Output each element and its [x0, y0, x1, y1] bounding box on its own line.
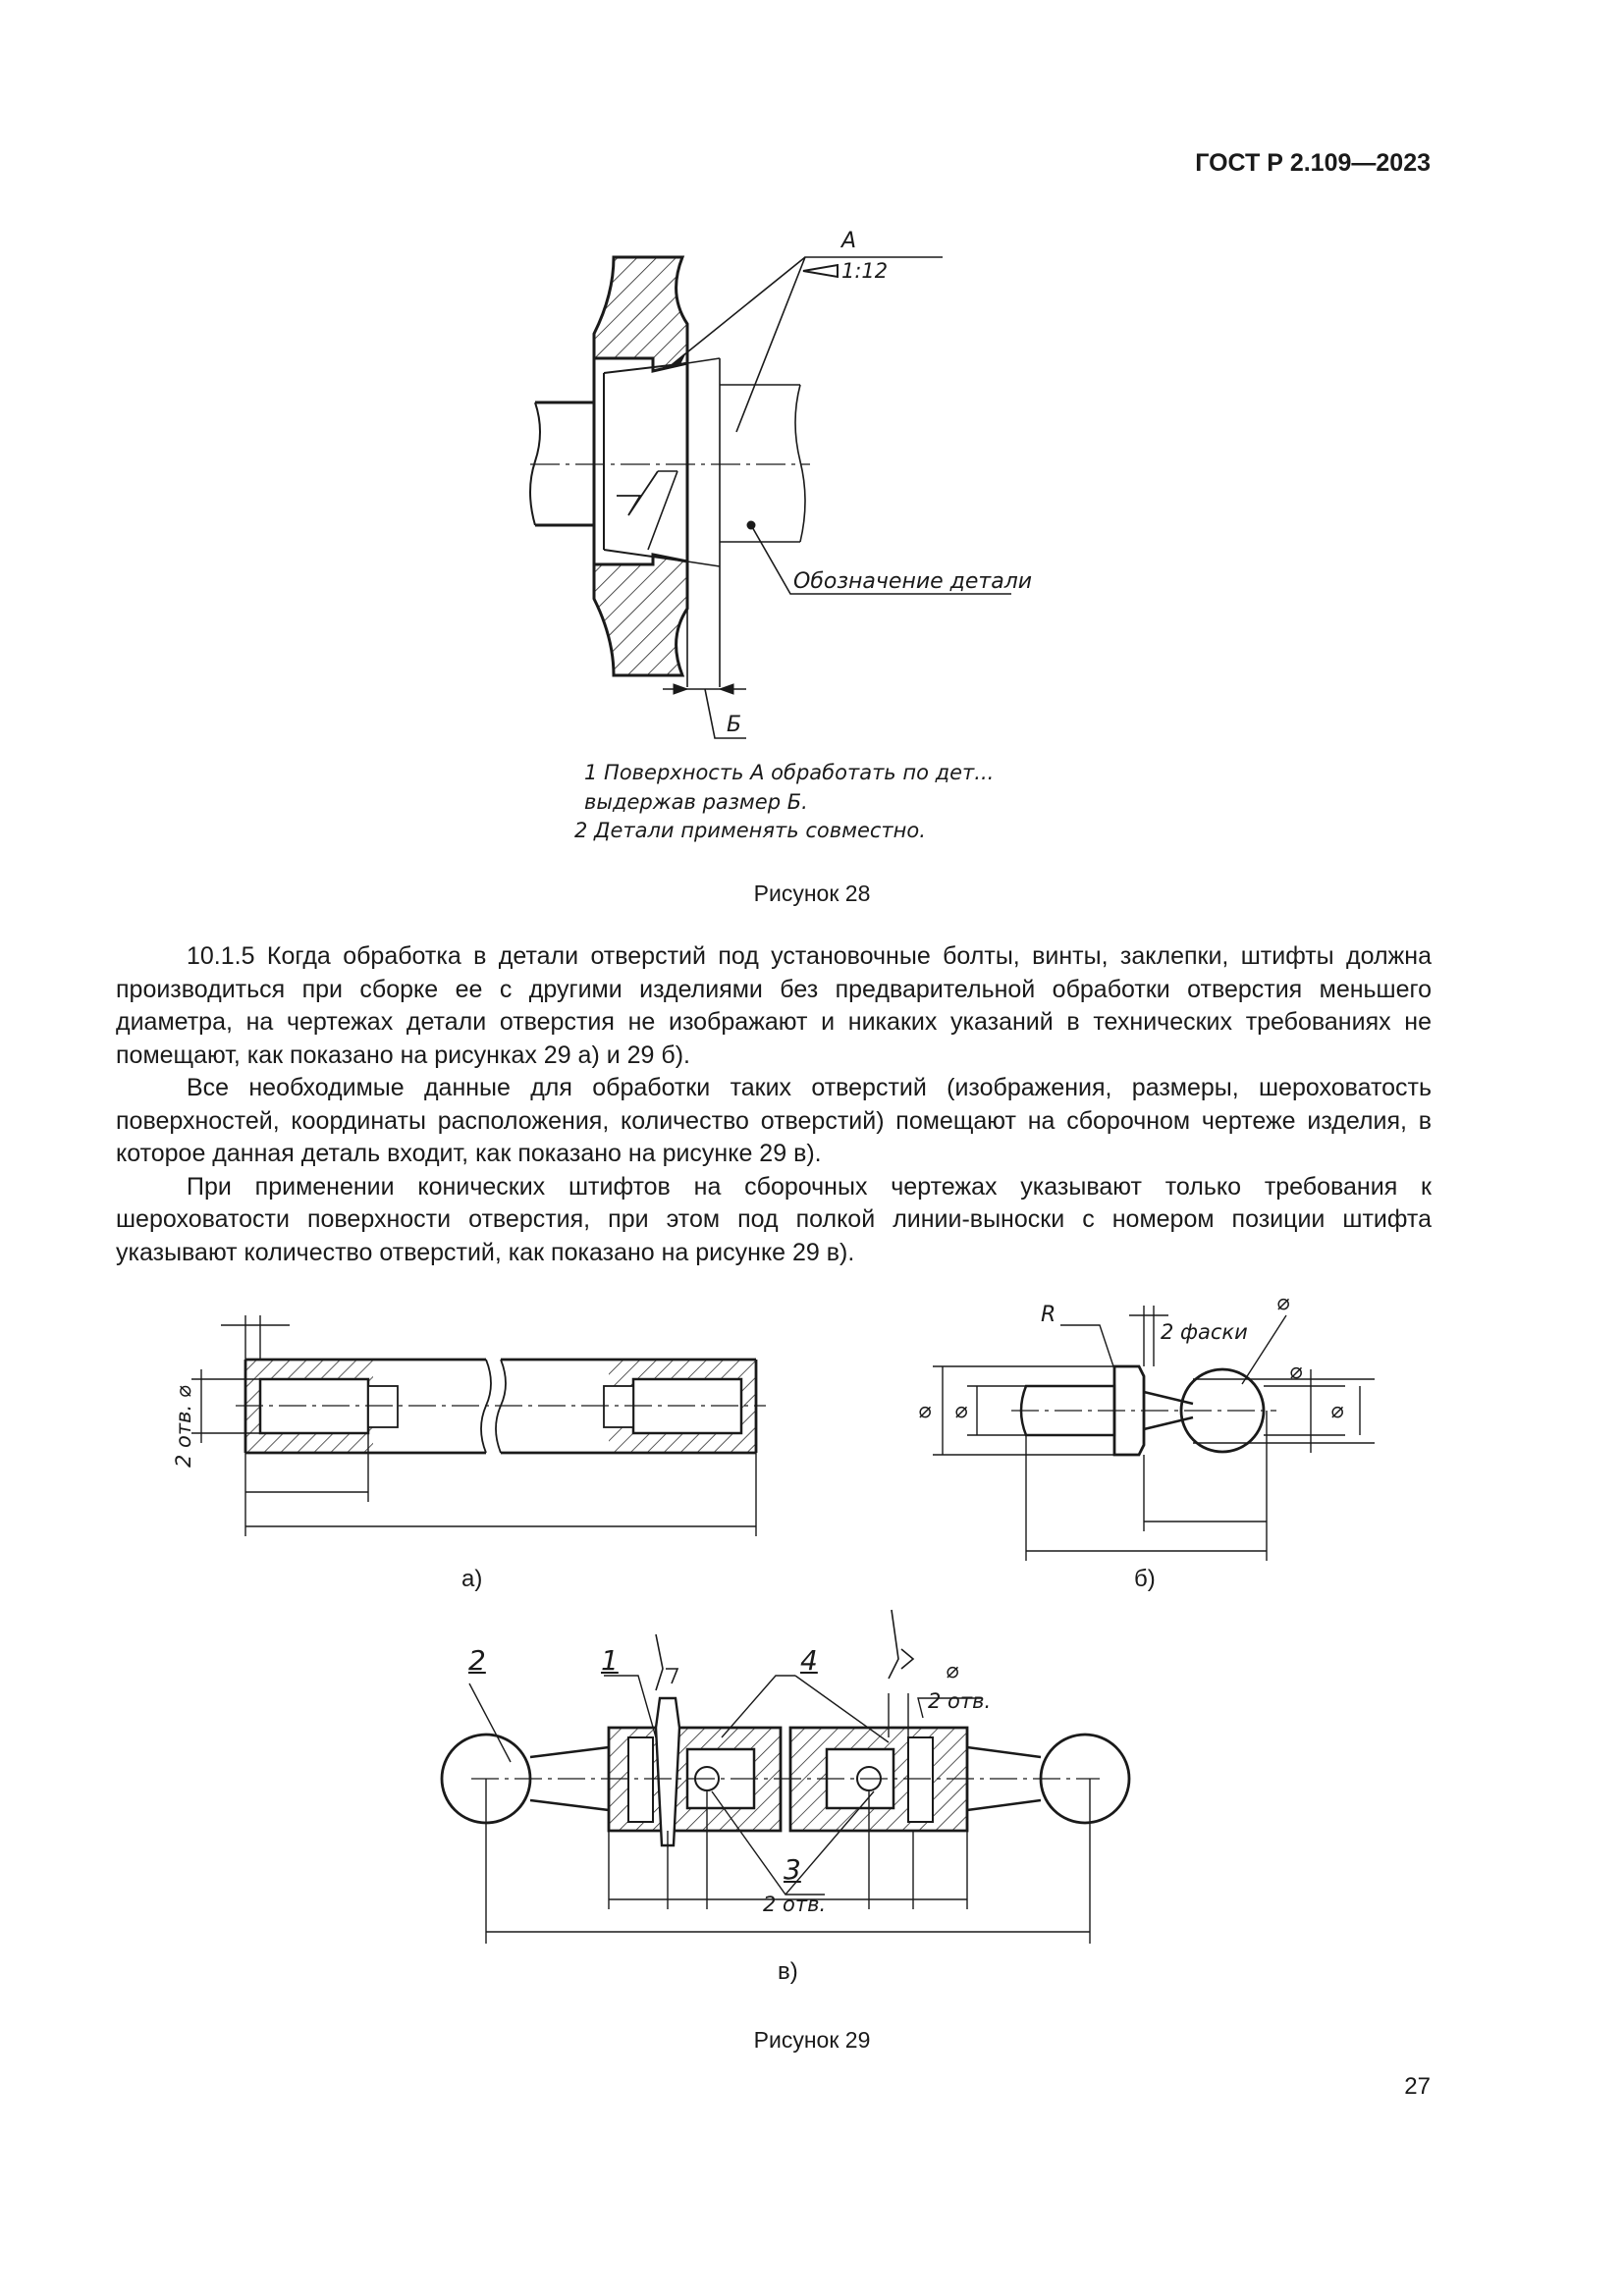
- fig29c-pos-1: 1: [601, 1644, 619, 1677]
- page-number: 27: [1404, 2073, 1431, 2100]
- note-2: 2 Детали применять совместно.: [574, 819, 926, 842]
- fig29b-sublabel: б): [1134, 1566, 1156, 1592]
- fig29c-holes-top: 2 отв.: [928, 1689, 992, 1713]
- fig29b-dia-ball: ⌀: [1289, 1360, 1303, 1384]
- fig29c-holes-bottom: 2 отв.: [763, 1893, 827, 1916]
- fig29c-sublabel: в): [778, 1958, 798, 1985]
- fig29c-pos-2: 2: [468, 1644, 486, 1677]
- note-1-cont: выдержав размер Б.: [584, 790, 808, 814]
- fig29b-dia-left: ⌀: [918, 1399, 932, 1423]
- fig29b-pin: [933, 1306, 1375, 1561]
- fig29b-dia-inner: ⌀: [954, 1399, 968, 1423]
- taper-label: 1:12: [841, 259, 889, 283]
- standard-header: ГОСТ Р 2.109—2023: [1195, 149, 1431, 177]
- fig29b-dia-neck: ⌀: [1330, 1399, 1344, 1423]
- fig29c-pos-4: 4: [800, 1644, 818, 1677]
- fig29a-tube: [191, 1315, 766, 1536]
- paragraph-2: Все необходимые данные для обработки таких отверстий (изображения, размеры, шероховатость поверхностей, координаты расположения, количество отверстий) помещают на сборочном чертеже изделия, в которое данная деталь входит, как показано на рисунке 29 в).: [116, 1074, 1432, 1167]
- designation-label: Обозначение детали: [793, 569, 1033, 594]
- fig29b-dia-top: ⌀: [1276, 1291, 1290, 1315]
- note-1: 1 Поверхность А обработать по дет...: [584, 761, 995, 784]
- fig29c-pos-3: 3: [784, 1853, 801, 1886]
- figure-28-caption: Рисунок 28: [753, 881, 871, 906]
- fig29a-sublabel: а): [461, 1566, 483, 1592]
- label-a: А: [841, 229, 857, 253]
- fig29a-dim-label: 2 отв. ⌀: [172, 1385, 195, 1468]
- figure-29-caption: Рисунок 29: [753, 2027, 871, 2053]
- label-b: Б: [727, 713, 742, 737]
- paragraph-10-1-5: 10.1.5 Когда обработка в детали отверстий под установочные болты, винты, заклепки, штифты должна производиться при сборке ее с другими изделиями без предварительной обработки отверстия меньшего диаметра, на чертежах детали отверстия не изображают и никаких указаний в технических требованиях не помещают, как показано на рисунках 29 а) и 29 б).: [116, 942, 1432, 1069]
- paragraph-3: При применении конических штифтов на сборочных чертежах указывают только требования к шероховатости поверхности отверстия, при этом под полкой линии-выноски с номером позиции штифта указывают количество отверстий, как показано на рисунке 29 в).: [116, 1172, 1432, 1266]
- fig29b-r-label: R: [1041, 1303, 1056, 1327]
- fig29b-chamfer-label: 2 фаски: [1161, 1320, 1248, 1344]
- fig29c-dia: ⌀: [946, 1659, 959, 1683]
